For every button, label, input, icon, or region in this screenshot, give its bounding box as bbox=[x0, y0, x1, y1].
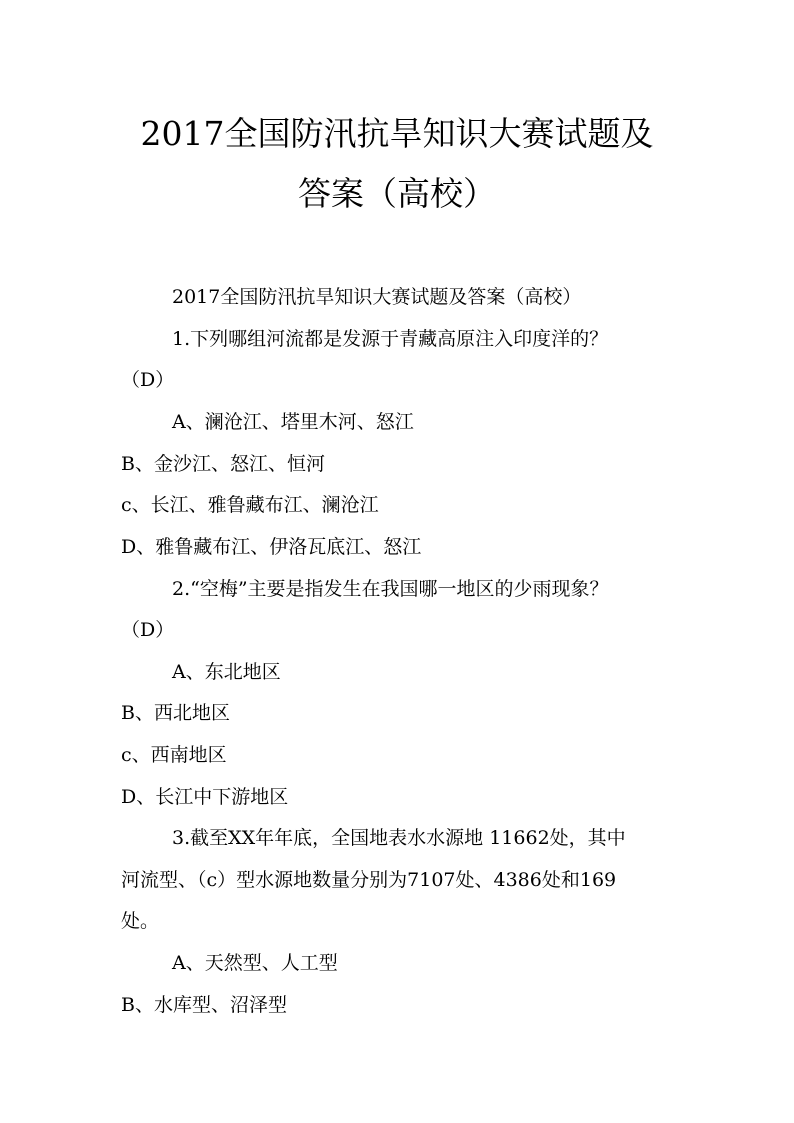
question-1-text: 1.下列哪组河流都是发源于青藏高原注入印度洋的？ bbox=[172, 328, 609, 350]
body-subtitle: 2017全国防汛抗旱知识大赛试题及答案（高校） bbox=[172, 286, 582, 308]
question-1-option-d: D、雅鲁藏布江、伊洛瓦底江、怒江 bbox=[121, 536, 422, 558]
question-2-option-c: c、西南地区 bbox=[121, 744, 227, 766]
question-1-answer: （D） bbox=[121, 369, 175, 391]
question-1-option-b: B、金沙江、怒江、恒河 bbox=[121, 453, 325, 475]
document-title-line-2: 答案（高校） bbox=[298, 174, 496, 213]
question-3-text-line-2: 河流型、（c）型水源地数量分别为7107处、4386处和169 bbox=[121, 869, 617, 891]
question-2-option-a: A、东北地区 bbox=[172, 661, 281, 683]
question-1-option-c: c、长江、雅鲁藏布江、澜沧江 bbox=[121, 494, 379, 516]
question-3-option-a: A、天然型、人工型 bbox=[172, 952, 338, 974]
question-2-option-d: D、长江中下游地区 bbox=[121, 786, 289, 808]
question-3-option-b: B、水库型、沼泽型 bbox=[121, 994, 287, 1016]
question-2-option-b: B、西北地区 bbox=[121, 702, 230, 724]
question-3-text-line-1: 3.截至XX年年底，全国地表水水源地 11662处，其中 bbox=[172, 827, 626, 849]
document-title-line-1: 2017全国防汛抗旱知识大赛试题及 bbox=[140, 114, 654, 153]
question-3-text-line-3: 处。 bbox=[121, 910, 160, 932]
question-2-answer: （D） bbox=[121, 619, 175, 641]
question-1-option-a: A、澜沧江、塔里木河、怒江 bbox=[172, 411, 414, 433]
question-2-text: 2.“空梅”主要是指发生在我国哪一地区的少雨现象？ bbox=[172, 578, 609, 600]
